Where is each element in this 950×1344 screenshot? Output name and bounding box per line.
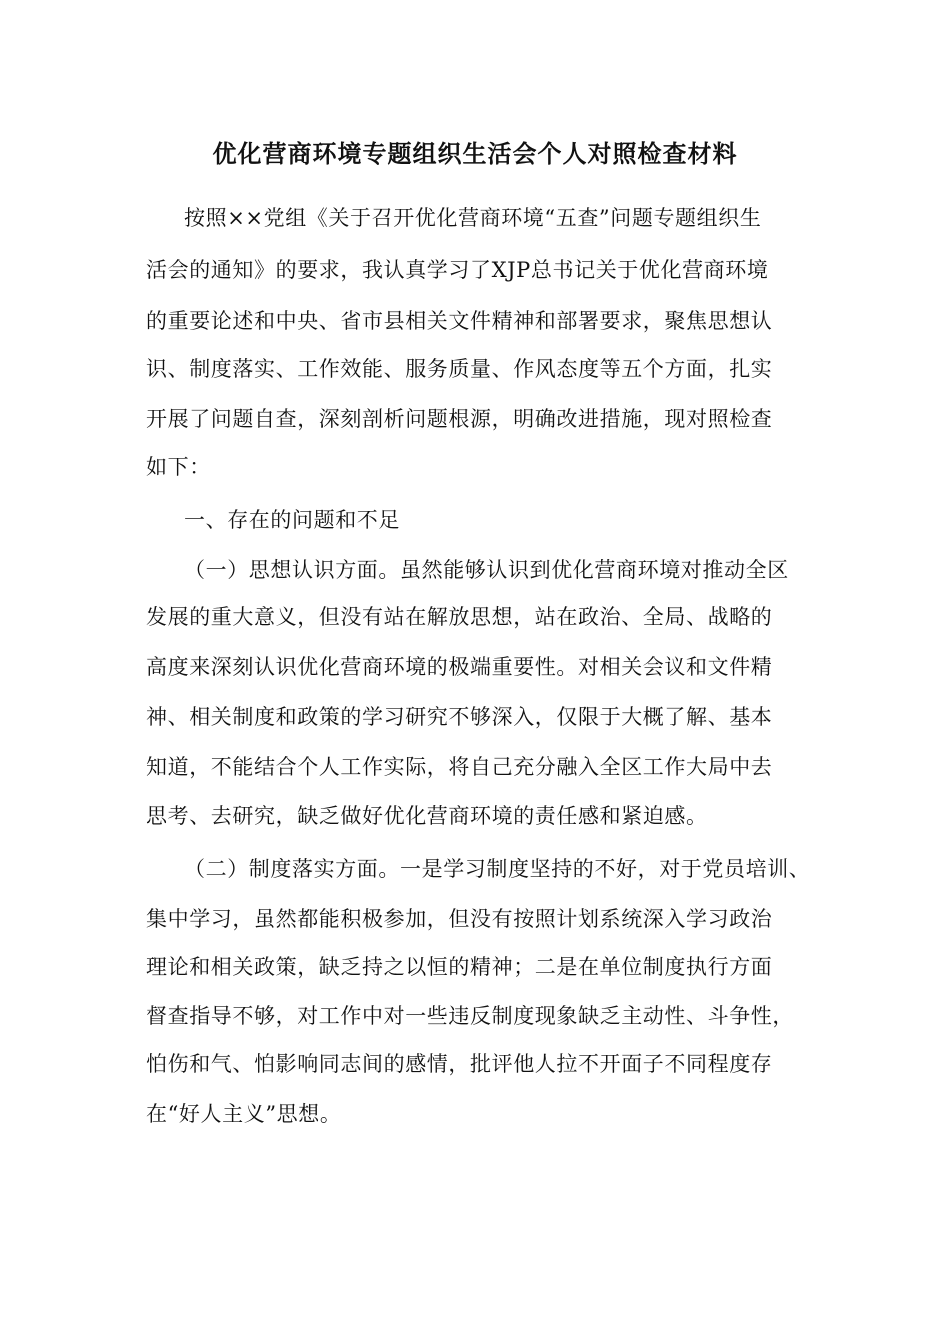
paragraph-line: 督查指导不够，对工作中对一些违反制度现象缺乏主动性、斗争性， [146, 1004, 794, 1028]
paragraph-line: 知道，不能结合个人工作实际，将自己充分融入全区工作大局中去 [146, 755, 773, 779]
paragraph-line: 理论和相关政策，缺乏持之以恒的精神；二是在单位制度执行方面 [146, 955, 773, 979]
paragraph-line: 识、制度落实、工作效能、服务质量、作风态度等五个方面，扎实 [146, 357, 773, 381]
paragraph-line: 活会的通知》的要求，我认真学习了XJP总书记关于优化营商环境 [146, 258, 769, 282]
paragraph-line: 思考、去研究，缺乏做好优化营商环境的责任感和紧迫感。 [146, 804, 708, 828]
paragraph-line: 的重要论述和中央、省市县相关文件精神和部署要求，聚焦思想认 [146, 309, 773, 333]
section-heading: 一、存在的问题和不足 [184, 508, 400, 532]
paragraph-line: 高度来深刻认识优化营商环境的极端重要性。对相关会议和文件精 [146, 655, 773, 679]
paragraph-line: 集中学习，虽然都能积极参加，但没有按照计划系统深入学习政治 [146, 907, 773, 931]
paragraph-line: 按照××党组《关于召开优化营商环境“五查”问题专题组织生 [184, 206, 762, 230]
paragraph-line: 在“好人主义”思想。 [146, 1102, 342, 1126]
paragraph-line: 神、相关制度和政策的学习研究不够深入，仅限于大概了解、基本 [146, 705, 773, 729]
paragraph-line: 发展的重大意义，但没有站在解放思想，站在政治、全局、战略的 [146, 605, 773, 629]
document-title: 优化营商环境专题组织生活会个人对照检查材料 [212, 139, 738, 168]
paragraph-line: （一）思想认识方面。虽然能够认识到优化营商环境对推动全区 [184, 558, 789, 582]
paragraph-line: 如下： [146, 455, 211, 479]
paragraph-line: 怕伤和气、怕影响同志间的感情，批评他人拉不开面子不同程度存 [146, 1052, 773, 1076]
paragraph-line: 开展了问题自查，深刻剖析问题根源，明确改进措施，现对照检查 [146, 407, 773, 431]
paragraph-line: （二）制度落实方面。一是学习制度坚持的不好，对于党员培训、 [184, 857, 811, 881]
